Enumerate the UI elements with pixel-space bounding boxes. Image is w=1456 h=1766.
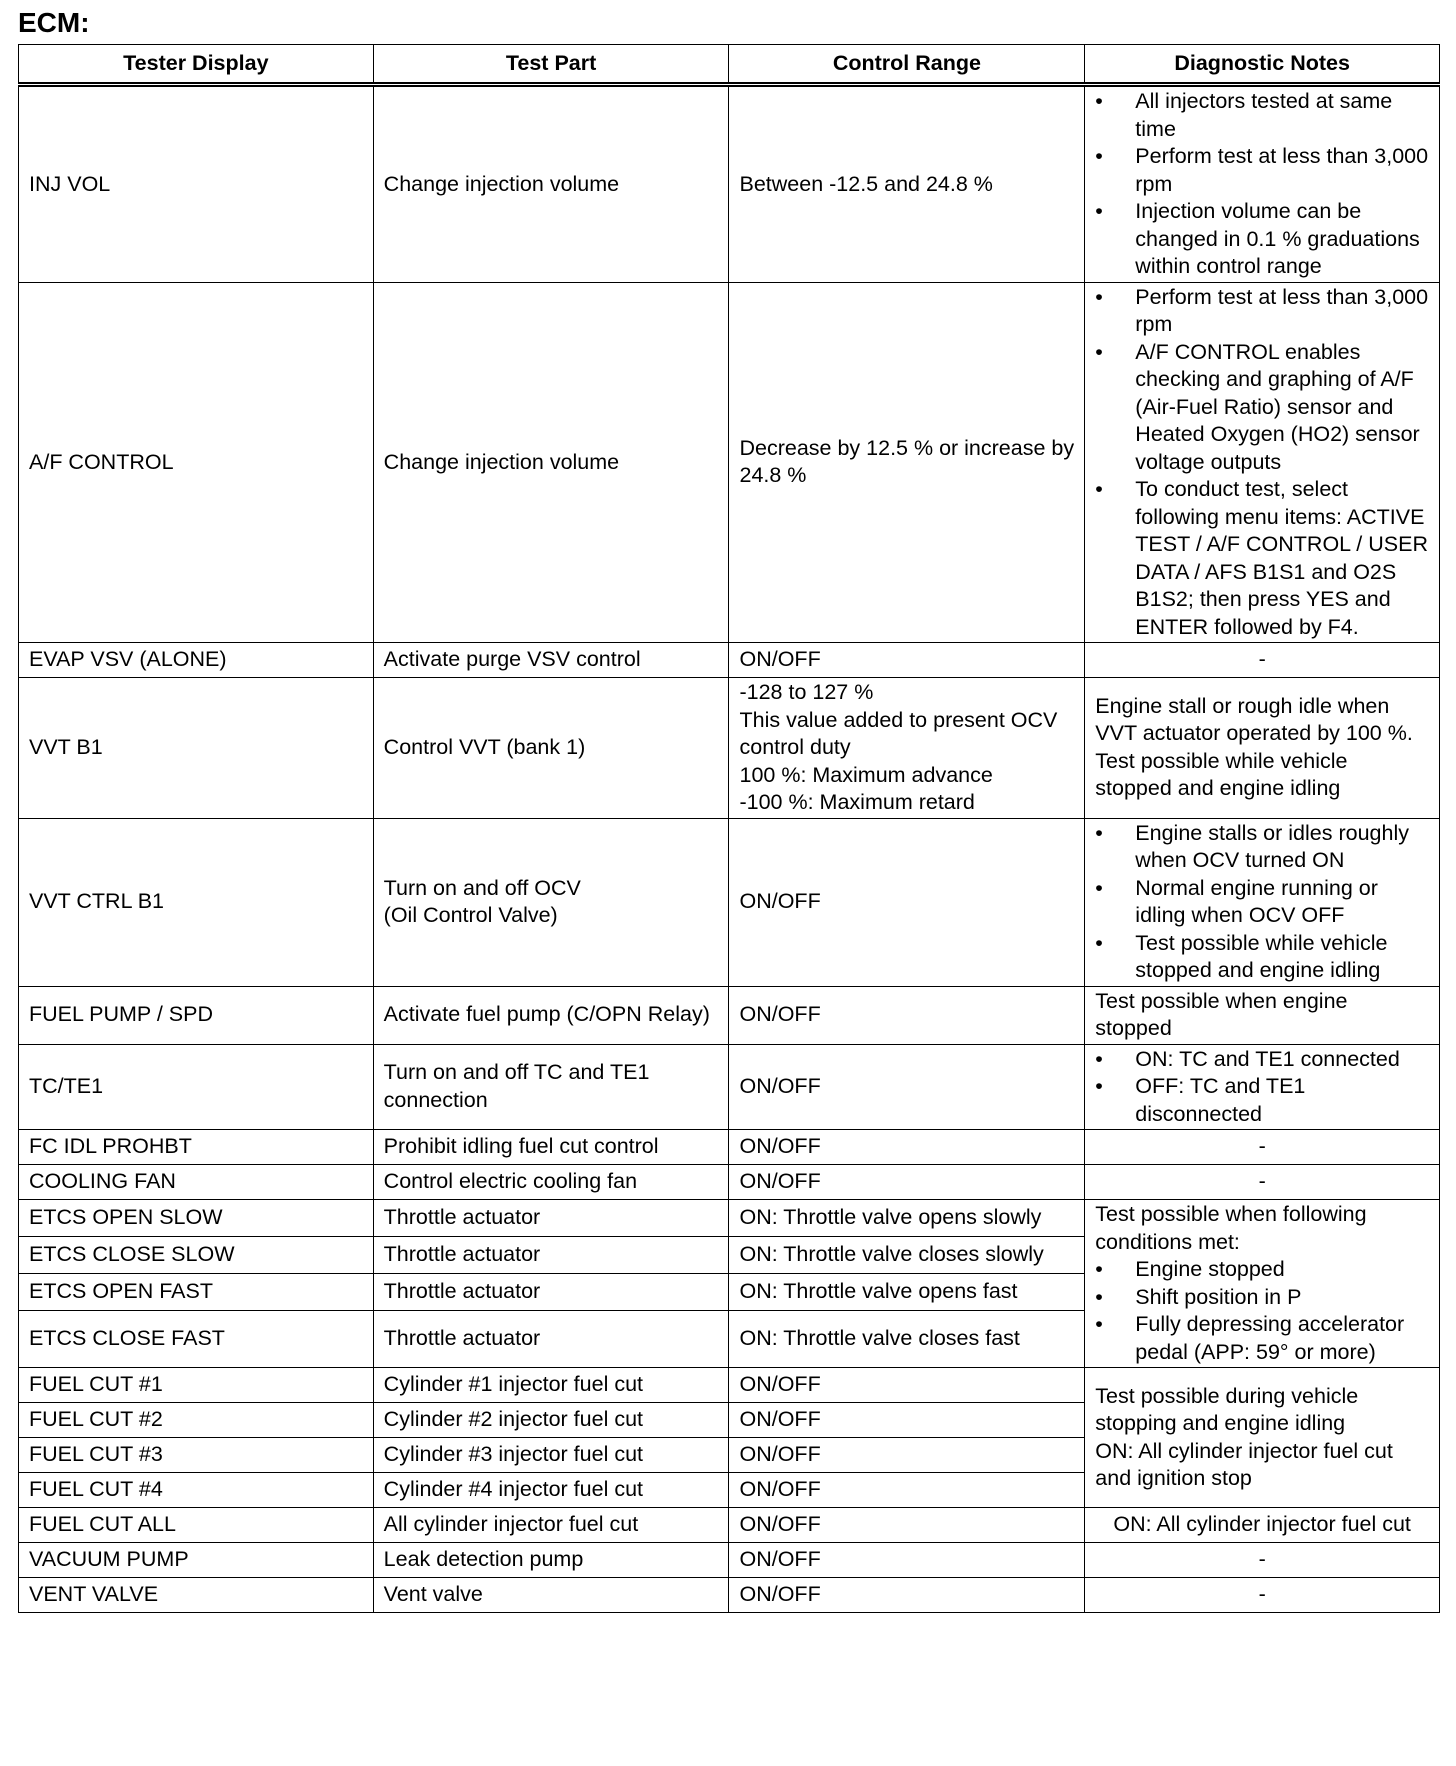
tester-display-cell: FUEL CUT #2 (19, 1403, 374, 1438)
tester-display-cell: ETCS OPEN FAST (19, 1273, 374, 1310)
table-row (19, 1130, 1440, 1165)
note-list (1095, 88, 1429, 281)
ecm-active-test-table (18, 44, 1440, 1613)
test-part-cell: Throttle actuator (373, 1310, 729, 1367)
note-item: • Engine stalls or idles roughly when OCV turned ON (1095, 820, 1429, 875)
header-test-part: Test Part (373, 45, 729, 85)
control-range-cell: ON/OFF (729, 1368, 1085, 1403)
test-part-cell: Vent valve (373, 1578, 729, 1613)
tester-display-cell: A/F CONTROL (19, 282, 374, 643)
diagnostic-notes-cell: - (1085, 1543, 1440, 1578)
table-row (19, 282, 1440, 643)
test-part-cell: Turn on and off TC and TE1 connection (373, 1044, 729, 1130)
tester-display-cell: EVAP VSV (ALONE) (19, 643, 374, 678)
table-body (19, 85, 1440, 1613)
note-intro: Test possible when following conditions met: (1095, 1202, 1367, 1254)
control-range-cell: ON/OFF (729, 1130, 1085, 1165)
tester-display-cell: FC IDL PROHBT (19, 1130, 374, 1165)
table-row (19, 1578, 1440, 1613)
test-part-cell: Prohibit idling fuel cut control (373, 1130, 729, 1165)
tester-display-cell: FUEL CUT ALL (19, 1508, 374, 1543)
test-part-cell: Control VVT (bank 1) (373, 678, 729, 819)
tester-display-cell: ETCS CLOSE FAST (19, 1310, 374, 1367)
diagnostic-notes-cell (1085, 282, 1440, 643)
note-item: • Normal engine running or idling when OCV OFF (1095, 875, 1429, 930)
page-heading: ECM: (18, 7, 90, 38)
test-part-cell: Cylinder #1 injector fuel cut (373, 1368, 729, 1403)
table-row (19, 1165, 1440, 1200)
diagnostic-notes-cell: - (1085, 1130, 1440, 1165)
header-control-range: Control Range (729, 45, 1085, 85)
control-range-cell: ON/OFF (729, 1578, 1085, 1613)
table-header-row (19, 45, 1440, 85)
test-part-cell: Change injection volume (373, 282, 729, 643)
header-diagnostic-notes: Diagnostic Notes (1085, 45, 1440, 85)
tester-display-cell: ETCS CLOSE SLOW (19, 1236, 374, 1273)
diagnostic-notes-cell (1085, 818, 1440, 986)
test-part-cell: Throttle actuator (373, 1236, 729, 1273)
table-row (19, 1543, 1440, 1578)
note-list (1095, 284, 1429, 642)
tester-display-cell: ETCS OPEN SLOW (19, 1200, 374, 1237)
test-part-cell: Cylinder #3 injector fuel cut (373, 1438, 729, 1473)
tester-display-cell: FUEL CUT #3 (19, 1438, 374, 1473)
tester-display-cell: VACUUM PUMP (19, 1543, 374, 1578)
note-item: • Engine stopped (1095, 1256, 1429, 1284)
diagnostic-notes-cell: Engine stall or rough idle when VVT actuator operated by 100 %. Test possible while vehicle stopped and engine idling (1085, 678, 1440, 819)
control-range-cell: -128 to 127 % This value added to present OCV control duty 100 %: Maximum advance -100 %: Maximum retard (729, 678, 1085, 819)
table-row (19, 85, 1440, 283)
control-range-cell: ON/OFF (729, 643, 1085, 678)
header-tester-display: Tester Display (19, 45, 374, 85)
control-range-cell: ON/OFF (729, 986, 1085, 1044)
control-range-cell: ON/OFF (729, 1403, 1085, 1438)
test-part-cell: Leak detection pump (373, 1543, 729, 1578)
table-row (19, 643, 1440, 678)
note-list (1095, 1046, 1429, 1129)
note-item: • Injection volume can be changed in 0.1 % graduations within control range (1095, 198, 1429, 281)
note-item: • Shift position in P (1095, 1284, 1429, 1312)
tester-display-cell: FUEL CUT #1 (19, 1368, 374, 1403)
table-row (19, 1200, 1440, 1237)
tester-display-cell: COOLING FAN (19, 1165, 374, 1200)
control-range-cell: ON: Throttle valve opens fast (729, 1273, 1085, 1310)
test-part-cell: Change injection volume (373, 85, 729, 283)
table-row (19, 986, 1440, 1044)
control-range-cell: ON/OFF (729, 1044, 1085, 1130)
table-row (19, 1368, 1440, 1403)
test-part-cell: Throttle actuator (373, 1200, 729, 1237)
tester-display-cell: VENT VALVE (19, 1578, 374, 1613)
control-range-cell: ON: Throttle valve closes slowly (729, 1236, 1085, 1273)
test-part-cell: Cylinder #2 injector fuel cut (373, 1403, 729, 1438)
diagnostic-notes-cell: Test possible when engine stopped (1085, 986, 1440, 1044)
diagnostic-notes-cell: ON: All cylinder injector fuel cut (1085, 1508, 1440, 1543)
control-range-cell: ON: Throttle valve opens slowly (729, 1200, 1085, 1237)
tester-display-cell: VVT B1 (19, 678, 374, 819)
note-item: • To conduct test, select following menu items: ACTIVE TEST / A/F CONTROL / USER DATA / AFS B1S1 and O2S B1S2; then press YES and ENTER followed by F4. (1095, 476, 1429, 641)
test-part-cell: All cylinder injector fuel cut (373, 1508, 729, 1543)
diagnostic-notes-cell: Test possible during vehicle stopping and engine idling ON: All cylinder injector fuel cut and ignition stop (1085, 1368, 1440, 1508)
control-range-cell: ON/OFF (729, 1165, 1085, 1200)
test-part-cell: Throttle actuator (373, 1273, 729, 1310)
note-item: • Perform test at less than 3,000 rpm (1095, 284, 1429, 339)
table-row (19, 818, 1440, 986)
control-range-cell: ON/OFF (729, 1473, 1085, 1508)
test-part-cell: Activate fuel pump (C/OPN Relay) (373, 986, 729, 1044)
diagnostic-notes-cell: - (1085, 1578, 1440, 1613)
control-range-cell: ON/OFF (729, 1508, 1085, 1543)
test-part-cell: Cylinder #4 injector fuel cut (373, 1473, 729, 1508)
note-item: • ON: TC and TE1 connected (1095, 1046, 1429, 1074)
tester-display-cell: VVT CTRL B1 (19, 818, 374, 986)
note-item: • Fully depressing accelerator pedal (APP: 59° or more) (1095, 1311, 1429, 1366)
test-part-cell: Turn on and off OCV (Oil Control Valve) (373, 818, 729, 986)
control-range-cell: Decrease by 12.5 % or increase by 24.8 % (729, 282, 1085, 643)
tester-display-cell: FUEL CUT #4 (19, 1473, 374, 1508)
note-item: • A/F CONTROL enables checking and graphing of A/F (Air-Fuel Ratio) sensor and Heated Oxygen (HO2) sensor voltage outputs (1095, 339, 1429, 477)
note-item: • Test possible while vehicle stopped and engine idling (1095, 930, 1429, 985)
table-row (19, 1044, 1440, 1130)
diagnostic-notes-cell (1085, 1044, 1440, 1130)
note-item: • All injectors tested at same time (1095, 88, 1429, 143)
control-range-cell: ON: Throttle valve closes fast (729, 1310, 1085, 1367)
tester-display-cell: TC/TE1 (19, 1044, 374, 1130)
table-row (19, 678, 1440, 819)
control-range-cell: Between -12.5 and 24.8 % (729, 85, 1085, 283)
diagnostic-notes-cell (1085, 85, 1440, 283)
note-item: • OFF: TC and TE1 disconnected (1095, 1073, 1429, 1128)
diagnostic-notes-cell: - (1085, 643, 1440, 678)
table-row (19, 1508, 1440, 1543)
diagnostic-notes-cell (1085, 1200, 1440, 1368)
diagnostic-notes-cell: - (1085, 1165, 1440, 1200)
note-list (1095, 1256, 1429, 1366)
test-part-cell: Activate purge VSV control (373, 643, 729, 678)
note-item: • Perform test at less than 3,000 rpm (1095, 143, 1429, 198)
tester-display-cell: INJ VOL (19, 85, 374, 283)
tester-display-cell: FUEL PUMP / SPD (19, 986, 374, 1044)
control-range-cell: ON/OFF (729, 1543, 1085, 1578)
note-list (1095, 820, 1429, 985)
control-range-cell: ON/OFF (729, 818, 1085, 986)
control-range-cell: ON/OFF (729, 1438, 1085, 1473)
test-part-cell: Control electric cooling fan (373, 1165, 729, 1200)
